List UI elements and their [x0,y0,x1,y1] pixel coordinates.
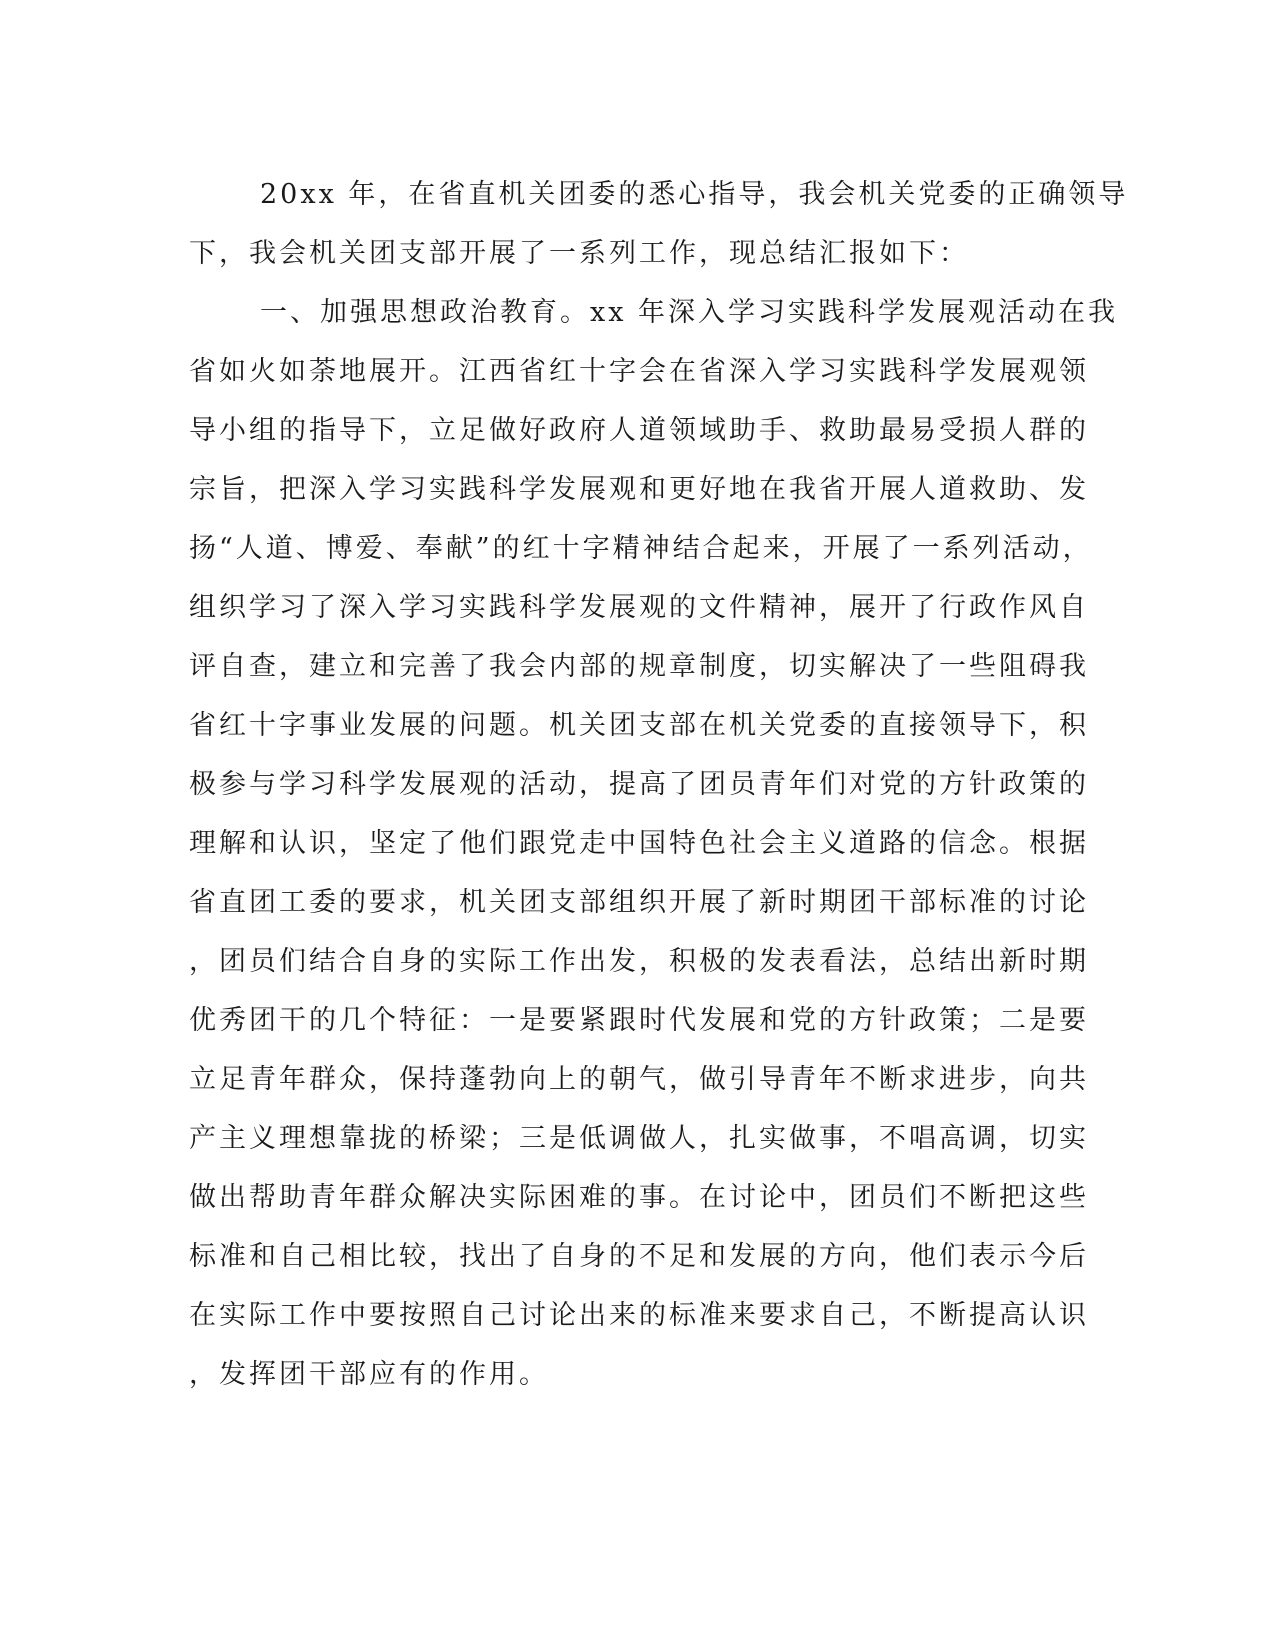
text-line: 导小组的指导下，立足做好政府人道领域助手、救助最易受损人群的 [189,415,1089,446]
text-line: 优秀团干的几个特征：一是要紧跟时代发展和党的方针政策；二是要 [189,1005,1089,1036]
text-line: 标准和自己相比较，找出了自身的不足和发展的方向，他们表示今后 [189,1241,1089,1272]
text-line: ，团员们结合自身的实际工作出发，积极的发表看法，总结出新时期 [189,946,1089,977]
text-line: 下，我会机关团支部开展了一系列工作，现总结汇报如下： [189,238,969,269]
text-line: 理解和认识，坚定了他们跟党走中国特色社会主义道路的信念。根据 [189,828,1089,859]
text-line: ，发挥团干部应有的作用。 [189,1359,549,1390]
text-line: 在实际工作中要按照自己讨论出来的标准来要求自己，不断提高认识 [189,1300,1089,1331]
text-line: 一、加强思想政治教育。xx 年深入学习实践科学发展观活动在我 [260,297,1119,328]
text-line: 立足青年群众，保持蓬勃向上的朝气，做引导青年不断求进步，向共 [189,1064,1089,1095]
text-line: 20xx 年，在省直机关团委的悉心指导，我会机关党委的正确领导 [260,179,1129,210]
paragraph-intro [189,165,1129,283]
text-line: 产主义理想靠拢的桥梁；三是低调做人，扎实做事，不唱高调，切实 [189,1123,1089,1154]
text-line: 宗旨，把深入学习实践科学发展观和更好地在我省开展人道救助、发 [189,474,1089,505]
text-line: 极参与学习科学发展观的活动，提高了团员青年们对党的方针政策的 [189,769,1089,800]
text-line: 省如火如荼地展开。江西省红十字会在省深入学习实践科学发展观领 [189,356,1089,387]
text-line: 评自查，建立和完善了我会内部的规章制度，切实解决了一些阻碍我 [189,651,1089,682]
text-line: 扬“人道、博爱、奉献”的红十字精神结合起来，开展了一系列活动， [189,533,1093,564]
paragraph-section-one [189,283,1119,1404]
text-line: 做出帮助青年群众解决实际困难的事。在讨论中，团员们不断把这些 [189,1182,1089,1213]
text-line: 组织学习了深入学习实践科学发展观的文件精神，展开了行政作风自 [189,592,1089,623]
text-line: 省红十字事业发展的问题。机关团支部在机关党委的直接领导下，积 [189,710,1089,741]
document-body [189,165,1129,1404]
text-line: 省直团工委的要求，机关团支部组织开展了新时期团干部标准的讨论 [189,887,1089,918]
